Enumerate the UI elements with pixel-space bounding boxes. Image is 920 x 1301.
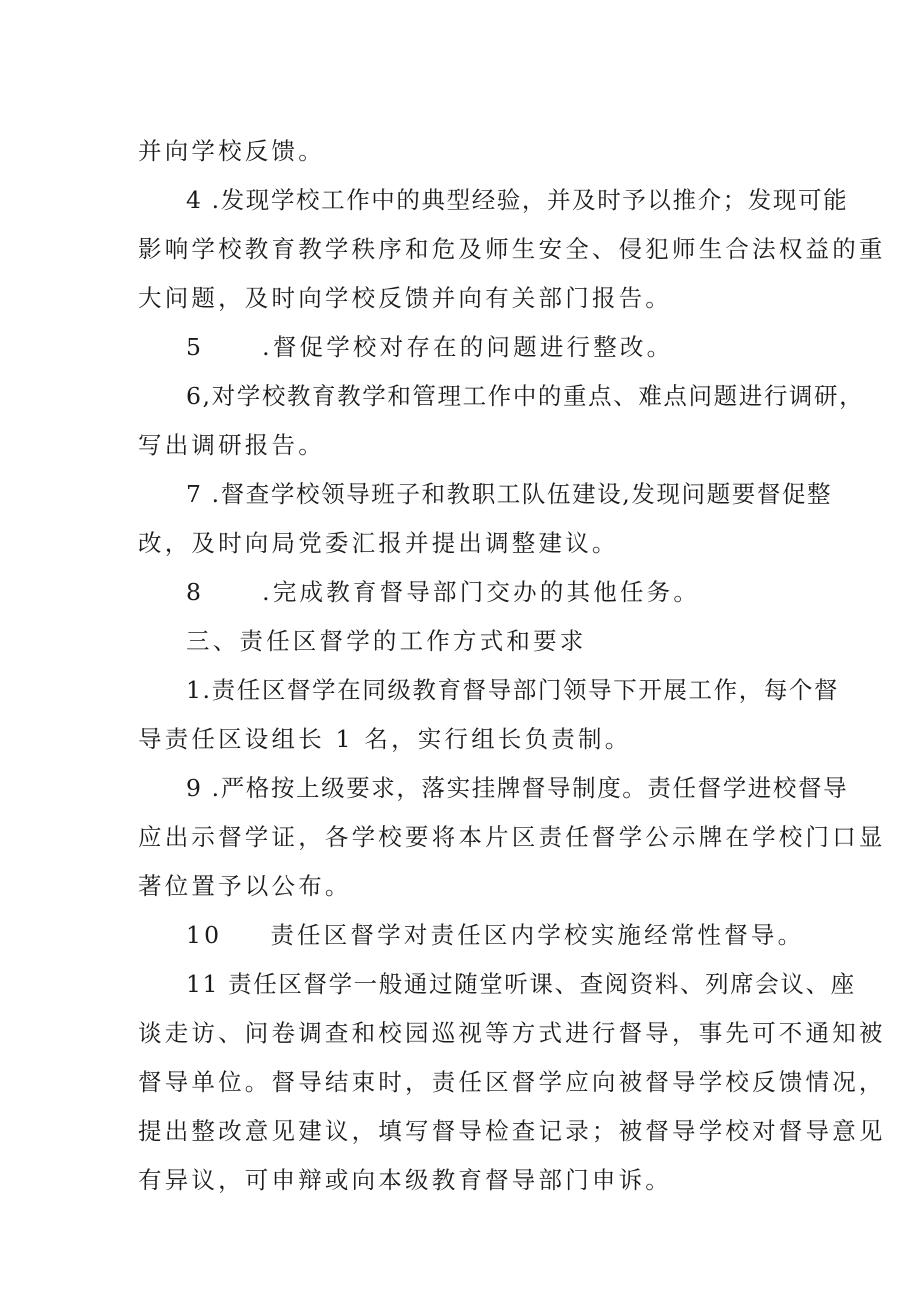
- section-heading: 三、责任区督学的工作方式和要求: [186, 627, 587, 655]
- item-text: 责任区督学对责任区内学校实施经常性督导。: [270, 921, 805, 949]
- paragraph-line: 谈走访、问卷调查和校园巡视等方式进行督导，事先可不通知被: [138, 1019, 886, 1047]
- paragraph-line: 改，及时向局党委汇报并提出调整建议。: [138, 529, 619, 557]
- paragraph-line: 并向学校反馈。: [138, 137, 325, 165]
- item-text: .完成教育督导部门交办的其他任务。: [262, 578, 701, 606]
- paragraph-line: 1.责任区督学在同级教育督导部门领导下开展工作，每个督: [186, 676, 840, 704]
- item-number: 5: [186, 333, 205, 361]
- paragraph-line: 提出整改意见建议，填写督导检查记录；被督导学校对督导意见: [138, 1117, 886, 1145]
- paragraph-line: [186, 920, 856, 950]
- paragraph-line: 大问题，及时向学校反馈并向有关部门报告。: [138, 284, 672, 312]
- paragraph-line: 9 .严格按上级要求，落实挂牌督导制度。责任督学进校督导: [186, 774, 849, 802]
- paragraph-line: 督导单位。督导结束时，责任区督学应向被督导学校反馈情况，: [138, 1068, 886, 1096]
- paragraph-line: 影响学校教育教学秩序和危及师生安全、侵犯师生合法权益的重: [138, 235, 886, 263]
- paragraph-line: 导责任区设组长 1 名，实行组长负责制。: [138, 725, 632, 753]
- item-number: 10: [186, 921, 223, 949]
- paragraph-line: 7 .督查学校领导班子和教职工队伍建设,发现问题要督促整: [186, 480, 833, 508]
- paragraph-line: [186, 332, 856, 362]
- paragraph-line: 应出示督学证，各学校要将本片区责任督学公示牌在学校门口显: [138, 823, 886, 851]
- paragraph-line: 6,对学校教育教学和管理工作中的重点、难点问题进行调研，: [186, 382, 865, 410]
- item-text: .督促学校对存在的问题进行整改。: [262, 333, 674, 361]
- paragraph-line: [186, 577, 856, 607]
- item-number: 8: [186, 578, 205, 606]
- paragraph-line: 有异议，可申辩或向本级教育督导部门申诉。: [138, 1166, 672, 1194]
- paragraph-line: 4 .发现学校工作中的典型经验，并及时予以推介；发现可能: [186, 186, 849, 214]
- paragraph-line: 著位置予以公布。: [138, 872, 352, 900]
- paragraph-line: 写出调研报告。: [138, 431, 325, 459]
- paragraph-line: 11 责任区督学一般通过随堂听课、查阅资料、列席会议、座: [186, 970, 856, 998]
